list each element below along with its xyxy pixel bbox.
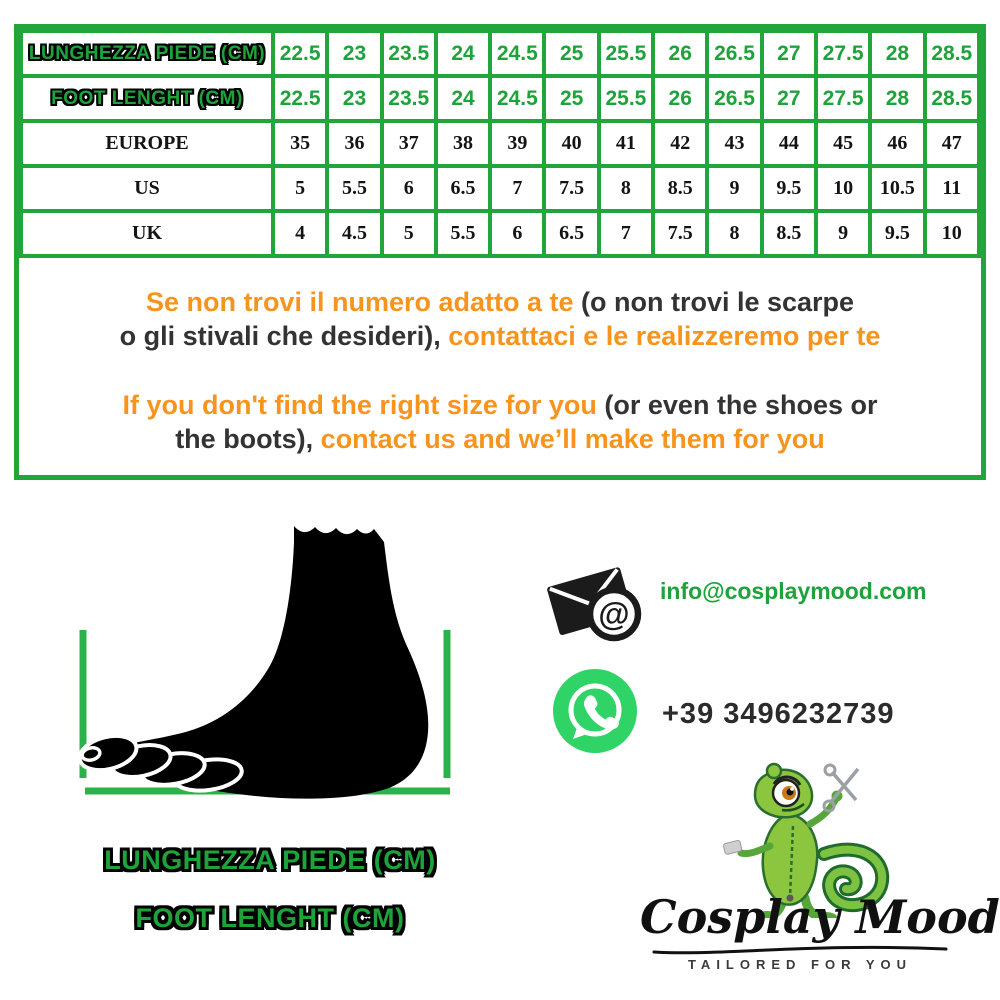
foot-measure-figure <box>58 512 470 804</box>
size-cell: 24.5 <box>490 31 544 76</box>
size-cell: 6 <box>382 166 436 211</box>
size-cell: 26.5 <box>707 76 761 121</box>
size-row-label: LUNGHEZZA PIEDE (CM) <box>21 31 273 76</box>
size-cell: 47 <box>925 121 979 166</box>
email-address: info@cosplaymood.com <box>660 578 927 604</box>
size-cell: 6.5 <box>436 166 490 211</box>
size-cell: 7.5 <box>544 166 598 211</box>
size-cell: 44 <box>762 121 816 166</box>
notice-line <box>19 388 981 422</box>
size-cell: 24 <box>436 76 490 121</box>
size-table-row <box>21 166 979 211</box>
size-cell: 42 <box>653 121 707 166</box>
measure-label-italian: LUNGHEZZA PIEDE (CM) <box>104 845 436 875</box>
size-cell: 38 <box>436 121 490 166</box>
size-row-label: EUROPE <box>21 121 273 166</box>
size-cell: 27.5 <box>816 31 870 76</box>
brand-name: Cosplay Mood <box>640 890 1000 944</box>
notice-line <box>19 285 981 319</box>
size-cell: 26 <box>653 31 707 76</box>
size-cell: 5 <box>382 211 436 256</box>
size-cell: 23.5 <box>382 31 436 76</box>
notice-segment: contattaci e le realizzeremo per te <box>448 321 881 351</box>
notice-italian <box>19 285 981 353</box>
notice-segment: contact us and we’ll make them for you <box>320 424 825 454</box>
notice-segment: Se non trovi il numero adatto a te <box>145 287 581 317</box>
size-cell: 24.5 <box>490 76 544 121</box>
size-cell: 10 <box>925 211 979 256</box>
size-cell: 25 <box>544 31 598 76</box>
notice-segment: (or even the shoes or <box>604 390 878 420</box>
size-cell: 6.5 <box>544 211 598 256</box>
size-cell: 28.5 <box>925 31 979 76</box>
notice-line <box>19 422 981 456</box>
size-row-label: FOOT LENGHT (CM) <box>21 76 273 121</box>
email-icon <box>545 556 647 642</box>
size-cell: 10.5 <box>870 166 924 211</box>
size-cell: 28 <box>870 31 924 76</box>
size-cell: 9 <box>707 166 761 211</box>
size-cell: 4 <box>273 211 327 256</box>
size-cell: 8 <box>707 211 761 256</box>
size-cell: 37 <box>382 121 436 166</box>
notice-segment: the boots), <box>175 424 321 454</box>
size-table-body <box>21 31 979 256</box>
size-cell: 28 <box>870 76 924 121</box>
size-table <box>19 29 981 258</box>
brand-underline-flourish <box>650 942 950 956</box>
notice-segment: o gli stivali che desideri), <box>119 321 449 351</box>
size-cell: 4.5 <box>327 211 381 256</box>
size-cell: 8.5 <box>762 211 816 256</box>
size-table-row <box>21 121 979 166</box>
size-cell: 8.5 <box>653 166 707 211</box>
size-row-label: US <box>21 166 273 211</box>
size-table-row <box>21 31 979 76</box>
size-cell: 39 <box>490 121 544 166</box>
size-cell: 22.5 <box>273 31 327 76</box>
size-cell: 25.5 <box>599 76 653 121</box>
size-table-row <box>21 76 979 121</box>
measure-label-english: FOOT LENGHT (CM) <box>135 903 405 933</box>
size-cell: 11 <box>925 166 979 211</box>
brand-tagline: TAILORED FOR YOU <box>687 957 913 972</box>
phone-number: +39 3496232739 <box>662 698 895 730</box>
size-cell: 9 <box>816 211 870 256</box>
size-cell: 40 <box>544 121 598 166</box>
size-cell: 26.5 <box>707 31 761 76</box>
foot-silhouette <box>76 526 428 799</box>
size-cell: 10 <box>816 166 870 211</box>
notice-segment: If you don't find the right size for you <box>122 390 605 420</box>
size-cell: 25.5 <box>599 31 653 76</box>
size-cell: 46 <box>870 121 924 166</box>
size-cell: 41 <box>599 121 653 166</box>
notice-line <box>19 319 981 353</box>
whatsapp-icon <box>553 669 637 753</box>
notice-segment: (o non trovi le scarpe <box>581 287 855 317</box>
size-cell: 9.5 <box>762 166 816 211</box>
size-cell: 45 <box>816 121 870 166</box>
svg-text:@: @ <box>598 596 630 632</box>
size-cell: 5 <box>273 166 327 211</box>
size-row-label: UK <box>21 211 273 256</box>
size-cell: 43 <box>707 121 761 166</box>
size-cell: 25 <box>544 76 598 121</box>
size-cell: 28.5 <box>925 76 979 121</box>
size-cell: 22.5 <box>273 76 327 121</box>
size-cell: 23.5 <box>382 76 436 121</box>
size-cell: 24 <box>436 31 490 76</box>
size-cell: 26 <box>653 76 707 121</box>
notice-area <box>19 258 981 456</box>
size-cell: 5.5 <box>327 166 381 211</box>
size-cell: 23 <box>327 76 381 121</box>
size-cell: 27 <box>762 76 816 121</box>
size-cell: 27 <box>762 31 816 76</box>
notice-english <box>19 388 981 456</box>
size-cell: 7 <box>490 166 544 211</box>
size-cell: 6 <box>490 211 544 256</box>
size-cell: 35 <box>273 121 327 166</box>
size-cell: 7 <box>599 211 653 256</box>
size-cell: 23 <box>327 31 381 76</box>
size-cell: 8 <box>599 166 653 211</box>
size-cell: 9.5 <box>870 211 924 256</box>
size-cell: 5.5 <box>436 211 490 256</box>
size-cell: 36 <box>327 121 381 166</box>
size-cell: 7.5 <box>653 211 707 256</box>
size-table-row <box>21 211 979 256</box>
size-chart-box <box>14 24 986 480</box>
size-cell: 27.5 <box>816 76 870 121</box>
